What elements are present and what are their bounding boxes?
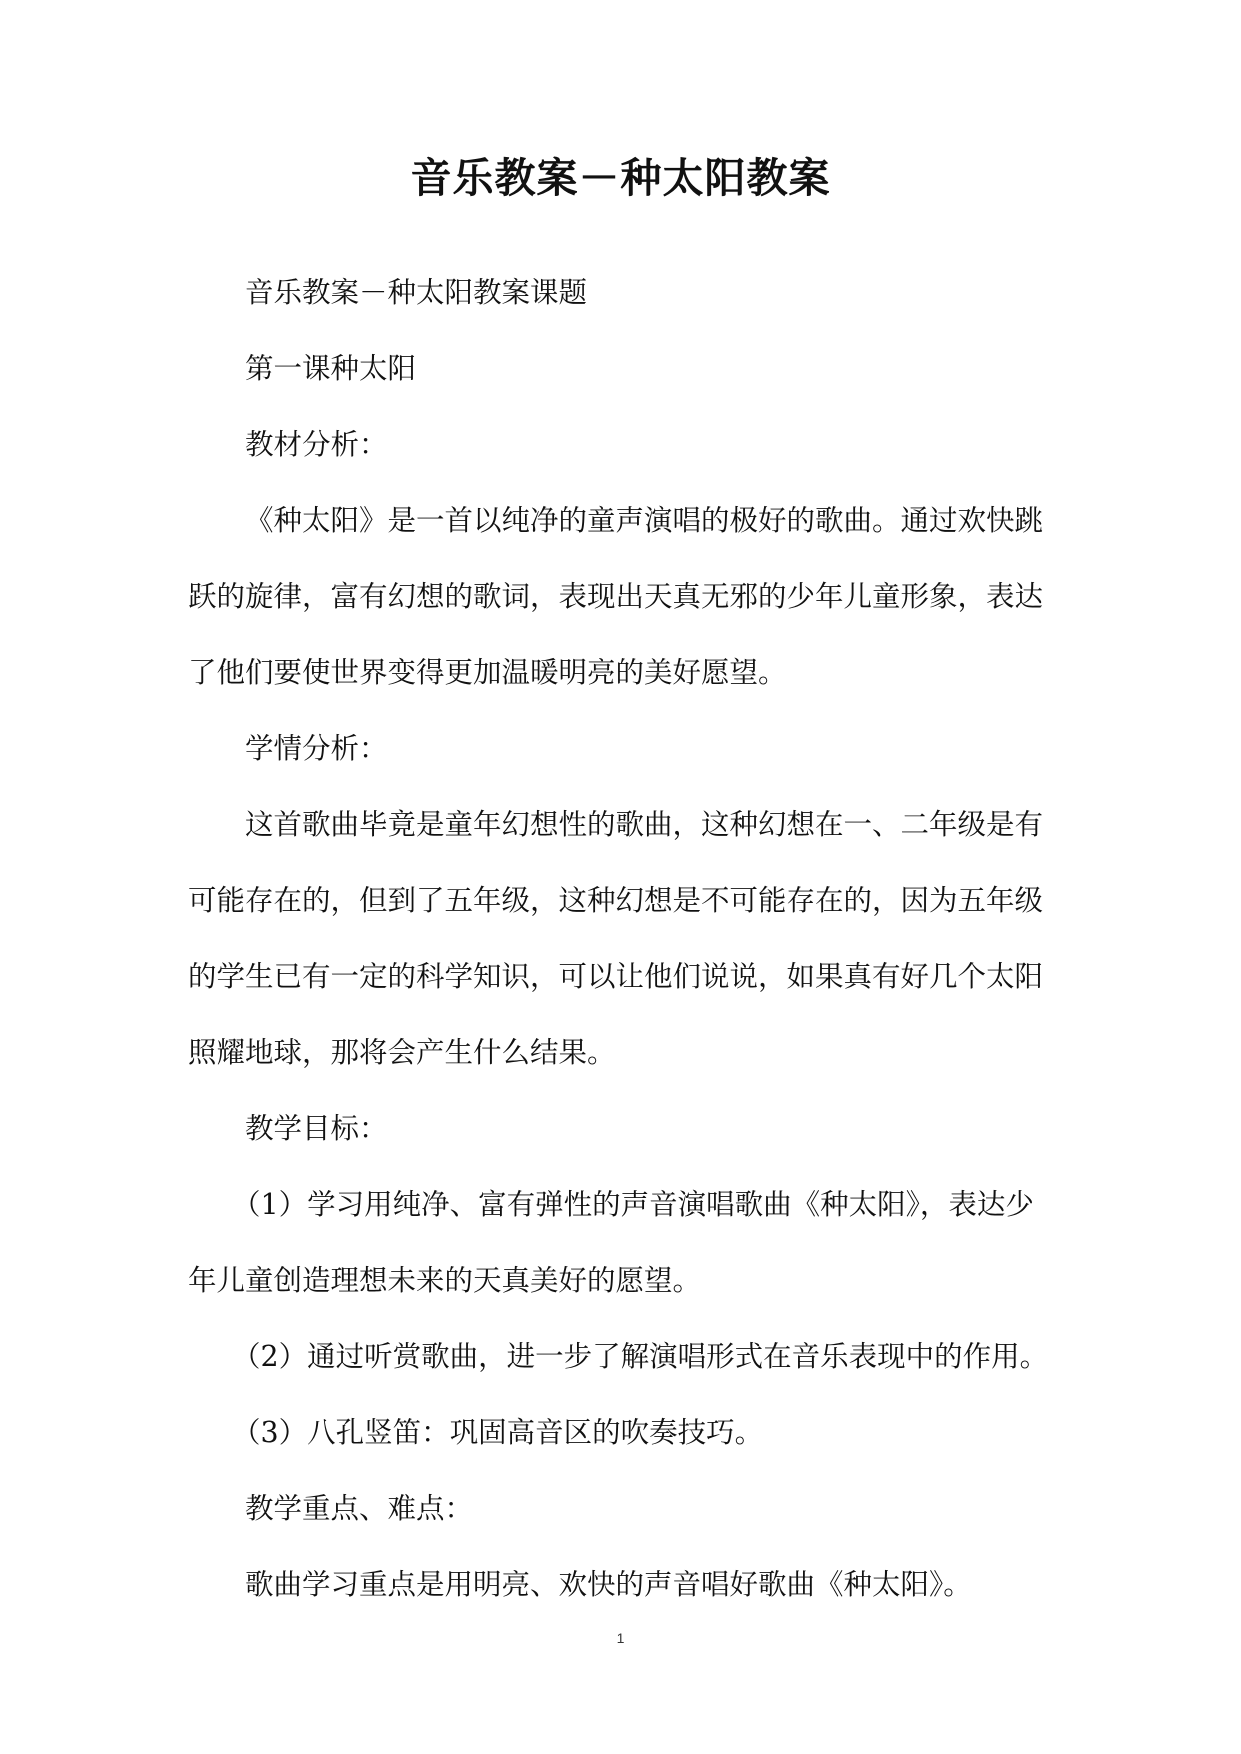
paragraph-student-analysis: 这首歌曲毕竟是童年幻想性的歌曲，这种幻想在一、二年级是有可能存在的，但到了五年级，这种幻想是不可能存在的，因为五年级的学生已有一定的科学知识，可以让他们说说，如果真有好几个太阳照耀地球，那将会产生什么结果。 bbox=[188, 808, 1044, 1069]
paragraph-course-topic: 音乐教案－种太阳教案课题 bbox=[245, 276, 588, 309]
page-number: 1 bbox=[616, 1630, 625, 1646]
paragraph-lesson-name: 第一课种太阳 bbox=[245, 352, 417, 385]
paragraph-material-analysis: 《种太阳》是一首以纯净的童声演唱的极好的歌曲。通过欢快跳跃的旋律，富有幻想的歌词，表现出天真无邪的少年儿童形象，表达了他们要使世界变得更加温暖明亮的美好愿望。 bbox=[188, 504, 1044, 689]
heading-material-analysis: 教材分析： bbox=[245, 428, 388, 461]
paragraph-goal-2: （2）通过听赏歌曲，进一步了解演唱形式在音乐表现中的作用。 bbox=[232, 1340, 1049, 1373]
document-body bbox=[188, 255, 1060, 1623]
heading-teaching-goals: 教学目标： bbox=[245, 1112, 388, 1145]
paragraph-key-points: 歌曲学习重点是用明亮、欢快的声音唱好歌曲《种太阳》。 bbox=[245, 1568, 972, 1601]
paragraph-goal-3: （3）八孔竖笛：巩固高音区的吹奏技巧。 bbox=[232, 1416, 764, 1449]
paragraph-goal-1: （1）学习用纯净、富有弹性的声音演唱歌曲《种太阳》，表达少年儿童创造理想未来的天真美好的愿望。 bbox=[188, 1188, 1034, 1297]
heading-key-points: 教学重点、难点： bbox=[245, 1492, 474, 1525]
document-title: 音乐教案－种太阳教案 bbox=[410, 154, 831, 202]
heading-student-analysis: 学情分析： bbox=[245, 732, 388, 765]
